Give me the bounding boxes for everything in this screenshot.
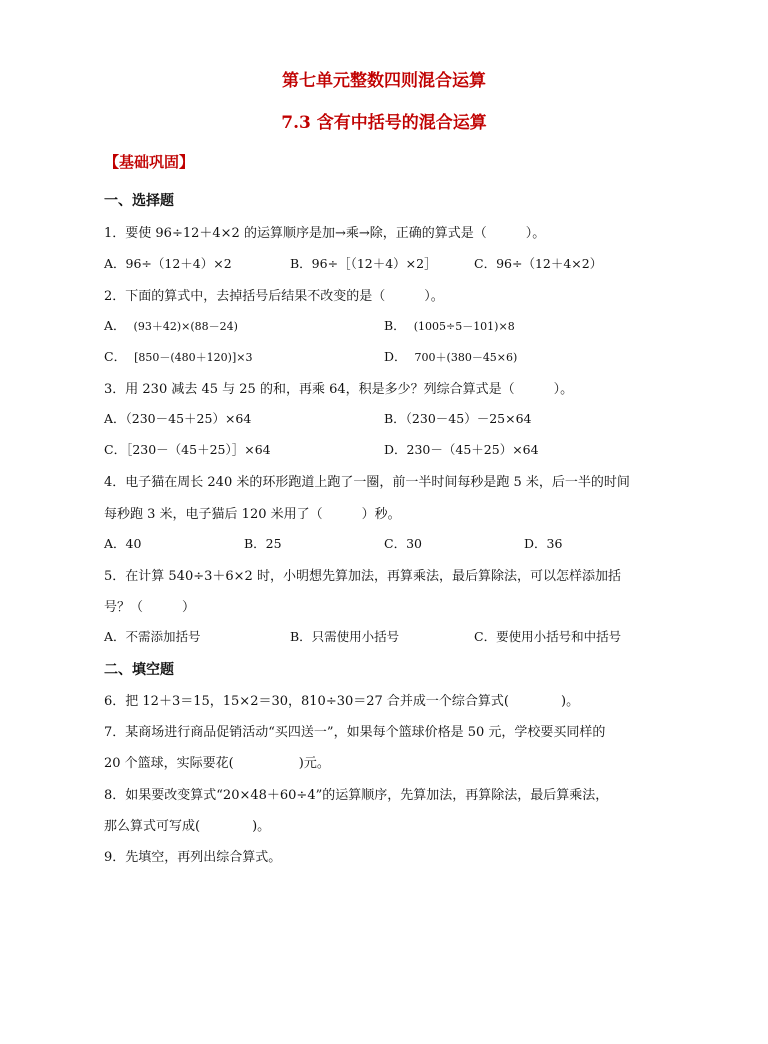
q1-option-a: A．96÷（12＋4）×2: [104, 256, 232, 271]
part2-heading: 二、填空题: [104, 662, 174, 678]
question-5-line2: 号？（ ）: [104, 600, 196, 615]
q5-option-c: C．要使用小括号和中括号: [474, 629, 622, 644]
q2-option-c: [104, 347, 252, 365]
q4-option-d: D．36: [524, 536, 563, 551]
question-4-line2: 每秒跑 3 米，电子猫后 120 米用了（ ）秒。: [104, 507, 401, 522]
question-2: 2．下面的算式中，去掉括号后结果不改变的是（ ）。: [104, 289, 444, 304]
q2-option-c-label: C．: [104, 349, 127, 364]
question-7-line1: 7．某商场进行商品促销活动“买四送一”，如果每个篮球价格是 50 元，学校要买同样的: [104, 725, 606, 740]
q5-option-a: A．不需添加括号: [104, 629, 201, 644]
q2-option-a: [104, 316, 238, 334]
q2-option-d: [384, 347, 517, 365]
q2-option-d-label: D．: [384, 349, 407, 364]
page-subtitle: 7.3 含有中括号的混合运算: [281, 113, 487, 133]
question-8-line2: 那么算式可写成( )。: [104, 819, 271, 834]
q1-option-b: B．96÷［（12＋4）×2］: [290, 256, 437, 271]
q2-option-b: [384, 316, 515, 334]
q4-option-a: A．40: [104, 536, 142, 551]
question-9: 9．先填空，再列出综合算式。: [104, 850, 282, 865]
q2-option-b-label: B．: [384, 318, 406, 333]
q3-option-b: B．（230－45）－25×64: [384, 411, 532, 426]
q2-option-a-label: A．: [104, 318, 126, 333]
q2-option-a-formula: (93＋42)×(88－24): [133, 320, 238, 333]
question-6: 6．把 12＋3＝15，15×2＝30，810÷30＝27 合并成一个综合算式( )。: [104, 694, 580, 709]
q2-option-b-formula: (1005÷5－101)×8: [413, 320, 515, 333]
question-8-line1: 8．如果要改变算式“20×48＋60÷4”的运算顺序，先算加法，再算除法，最后算乘法，: [104, 788, 609, 803]
question-5-line1: 5．在计算 540÷3＋6×2 时，小明想先算加法，再算乘法，最后算除法，可以怎样添加括: [104, 569, 621, 584]
question-1: 1．要使 96÷12＋4×2 的运算顺序是加→乘→除，正确的算式是（ ）。: [104, 226, 546, 241]
q3-option-d: D．230－（45＋25）×64: [384, 442, 539, 457]
q5-option-b: B．只需使用小括号: [290, 629, 400, 644]
q4-option-b: B．25: [244, 536, 282, 551]
question-3: 3．用 230 减去 45 与 25 的和，再乘 64，积是多少？列综合算式是（ ）。: [104, 382, 574, 397]
q3-option-c: C．［230－（45＋25）］×64: [104, 442, 271, 457]
q4-option-c: C．30: [384, 536, 422, 551]
q2-option-c-formula: [850－(480＋120)]×3: [134, 351, 253, 364]
q3-option-a: A．（230－45＋25）×64: [104, 411, 252, 426]
part1-heading: 一、选择题: [104, 193, 174, 209]
q1-option-c: C．96÷（12＋4×2）: [474, 256, 603, 271]
q2-option-d-formula: 700＋(380－45×6): [414, 351, 518, 364]
section-label: 【基础巩固】: [104, 153, 195, 171]
question-7-line2: 20 个篮球，实际要花( )元。: [104, 756, 330, 771]
question-4-line1: 4．电子猫在周长 240 米的环形跑道上跑了一圈，前一半时间每秒是跑 5 米，后一半的时间: [104, 475, 630, 490]
page-title: 第七单元整数四则混合运算: [282, 71, 486, 91]
